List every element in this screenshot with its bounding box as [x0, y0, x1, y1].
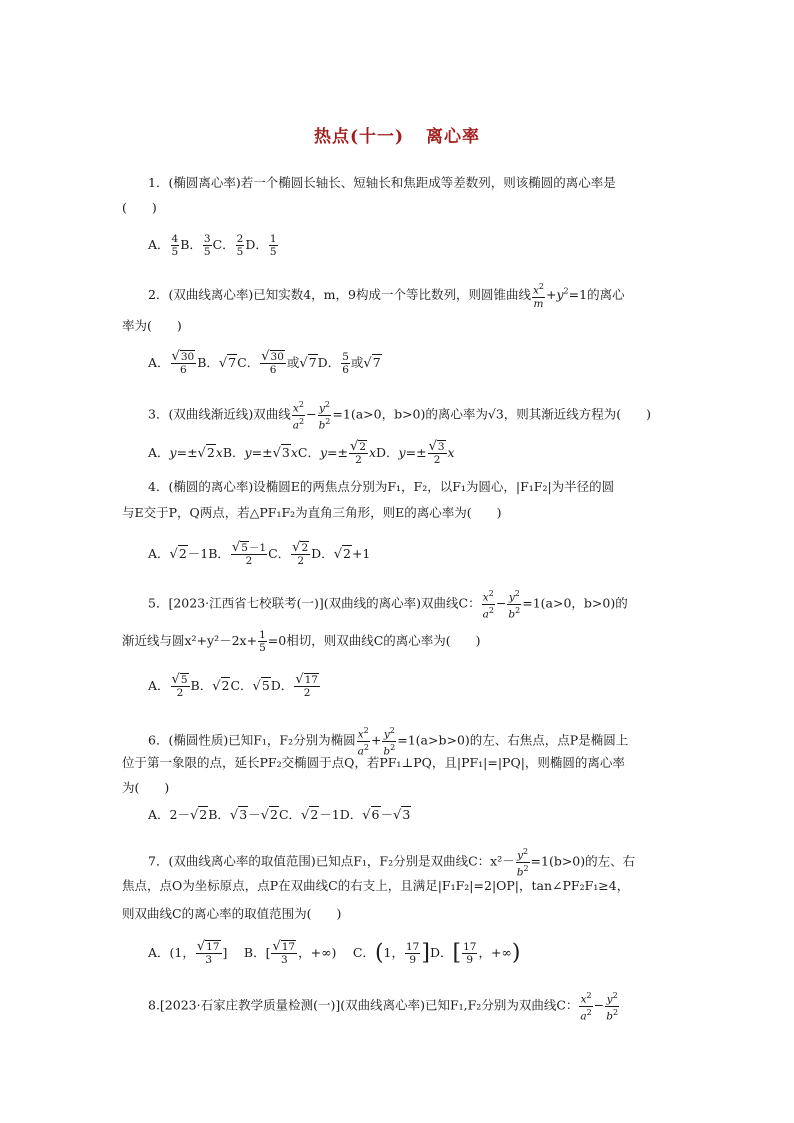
- q4-stem-line1: 4．(椭圆的离心率)设椭圆E的两焦点分别为F₁，F₂，以F₁为圆心，|F₁F₂|为半径的圆: [148, 479, 615, 494]
- q4-options: A．√2－1B． $\frac{√5-1}{2}$ C． $\frac{√2}{2}$ D．√2+1: [148, 540, 371, 567]
- q1-stem: 1．(椭圆离心率)若一个椭圆长轴长、短轴长和焦距成等差数列，则该椭圆的离心率是: [148, 175, 616, 190]
- q3-options: A．y=±√2xB．y=±√3xC．y=± $\frac{√2}{2}$ xD．y=± $\frac{√3}{2}$ x: [148, 439, 455, 466]
- q6-stem-line1: 6．(椭圆性质)已知F₁，F₂分别为椭圆 $\frac{x^2}{a^2}$ + $\frac{y^2}{b^2}$ =1(a>b>0)的左、右焦点，点P是椭圆上: [148, 726, 629, 757]
- q1-options: A． $\frac{4}{5}$ B． $\frac{3}{5}$ C． $\frac{2}{5}$ D． $\frac{1}{5}$: [148, 233, 277, 258]
- q4-stem-line2: 与E交于P，Q两点，若△PF₁F₂为直角三角形，则E的离心率为( ): [122, 505, 502, 520]
- q5-stem-line2: 渐近线与圆x²+y²－2x+ $\frac{1}{5}$ =0相切，则双曲线C的离心率为( ): [122, 629, 481, 654]
- q6-options: A．2－√2B．√3－√2C．√2－1D．√6－√3: [148, 807, 411, 823]
- q5-options: A． $\frac{√5}{2}$ B．√2C．√5D． $\frac{√17}{2}$: [148, 672, 318, 699]
- q7-options: A．(1， $\frac{√17}{3}$ ] B．[ $\frac{√17}{3}$ ，+∞) C．(1， $\frac{17}{9}$ ]D．[ $\frac{17}{9}$ ，+∞): [148, 939, 521, 966]
- q7-stem-line1: 7．(双曲线离心率的取值范围)已知点F₁，F₂分别是双曲线C：x²－ $\frac{y^2}{b^2}$ =1(b>0)的左、右: [148, 847, 636, 878]
- q2-stem: 2．(双曲线离心率)已知实数4，m，9构成一个等比数列，则圆锥曲线 $\frac{x^2}{m}$ $+y^2=1$的离心: [148, 282, 625, 310]
- q2-stem-cont: 率为( ): [122, 318, 182, 333]
- q2-options: A． $\frac{√30}{6}$ B．√7C． $\frac{√30}{6}$ 或√7D． $\frac{5}{6}$ 或√7: [148, 349, 381, 376]
- q7-stem-line2: 焦点，点O为坐标原点，点P在双曲线C的右支上，且满足|F₁F₂|=2|OP|，tan∠PF₂F₁≥4，: [122, 878, 630, 893]
- q1-blank: ( ): [122, 200, 157, 215]
- q6-stem-line2: 位于第一象限的点，延长PF₂交椭圆于点Q，若PF₁⊥PQ，且|PF₁|=|PQ|，则椭圆的离心率: [122, 755, 625, 770]
- q5-stem-line1: 5．[2023·江西省七校联考(一)](双曲线的离心率)双曲线C： $\frac{x^2}{a^2}$ − $\frac{y^2}{b^2}$ =1(a>0，b>0)的: [148, 589, 628, 620]
- page-title: [0, 122, 794, 147]
- title-main: 热点(十一): [313, 127, 405, 147]
- q8-stem-line1: 8.[2023·石家庄教学质量检测(一)](双曲线离心率)已知F₁,F₂分别为双曲线C： $\frac{x^2}{a^2}$ − $\frac{y^2}{b^2}$: [148, 991, 619, 1022]
- q3-stem: 3．(双曲线渐近线)双曲线 $\frac{x^2}{a^2}$ − $\frac{y^2}{b^2}$ =1(a>0，b>0)的离心率为√3，则其渐近线方程为( ): [148, 400, 652, 431]
- title-sub: 离心率: [426, 127, 481, 147]
- q6-stem-line3: 为( ): [122, 780, 170, 795]
- q7-stem-line3: 则双曲线C的离心率的取值范围为( ): [122, 906, 342, 921]
